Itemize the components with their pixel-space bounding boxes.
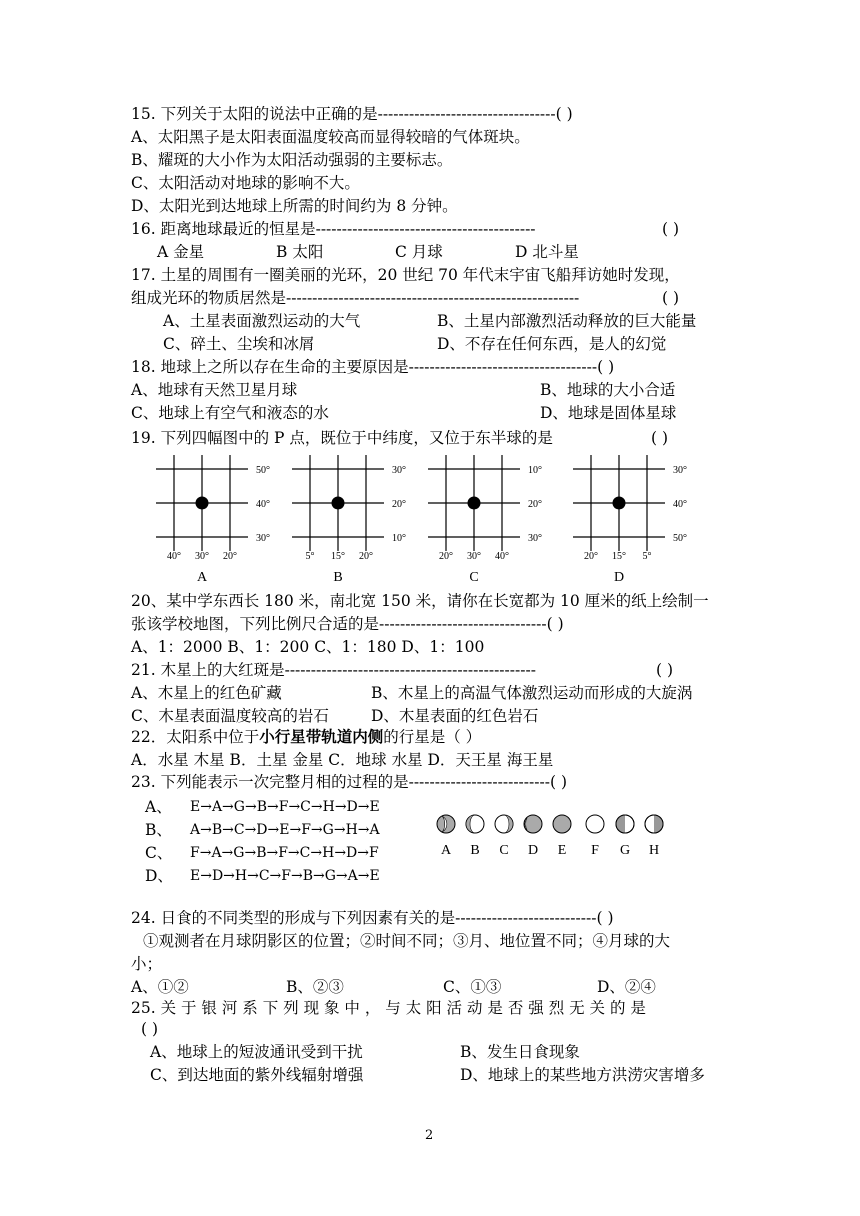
latitude-label: 50°	[256, 465, 270, 476]
longitude-label: 20°	[223, 551, 237, 562]
q23-option-b: A→B→C→D→E→F→G→H→A	[190, 822, 380, 838]
latitude-label: 10°	[528, 465, 542, 476]
q24-option-d: D、②④	[597, 978, 656, 996]
q15-stem: 15. 下列关于太阳的说法中正确的是----------------------------------( )	[131, 105, 573, 123]
grid-option-label: D	[613, 570, 625, 585]
latitude-label: 10°	[392, 533, 406, 544]
grid-a	[156, 455, 270, 585]
latitude-label: 40°	[673, 499, 687, 510]
q23-stem: 23. 下列能表示一次完整月相的过程的是---------------------------( )	[131, 773, 568, 791]
q25-option-c: C、到达地面的紫外线辐射增强	[150, 1066, 364, 1084]
moon-phases-figure	[430, 812, 690, 862]
moon-phase-e	[553, 815, 571, 833]
q24-statement-line2: 小；	[131, 955, 163, 973]
q21-option-d: D、木星表面的红色岩石	[371, 707, 539, 725]
q21-stem: 21. 木星上的大红斑是------------------------------------------------	[131, 661, 536, 679]
q22-stem-emphasis: 小行星带轨道内侧	[259, 727, 384, 746]
q24-statement-line1: ①观测者在月球阴影区的位置；②时间不同；③月、地位置不同；④月球的大	[143, 932, 671, 950]
q23-option-a-label: A、	[145, 798, 172, 816]
moon-phase-letter: D	[527, 843, 539, 858]
q18-option-d: D、地球是固体星球	[540, 404, 677, 422]
point-p-marker	[468, 497, 481, 510]
page-number: 2	[425, 1128, 434, 1143]
longitude-label: 20°	[584, 551, 598, 562]
moon-phase-b	[466, 815, 484, 833]
q21-option-c: C、木星表面温度较高的岩石	[131, 707, 329, 725]
grid-c	[428, 455, 542, 585]
q21-option-a: A、木星上的红色矿藏	[131, 684, 282, 702]
moon-phase-letter: B	[470, 843, 480, 858]
q16-paren: ( )	[662, 220, 680, 238]
q18-option-b: B、地球的大小合适	[540, 381, 676, 399]
point-p-marker	[196, 497, 209, 510]
latitude-label: 30°	[392, 465, 406, 476]
q17-option-a: A、土星表面激烈运动的大气	[163, 312, 361, 330]
q20-stem-line1: 20、某中学东西长 180 米，南北宽 150 米，请你在长宽都为 10 厘米的纸上绘制一	[131, 592, 709, 610]
longitude-label: 20°	[359, 551, 373, 562]
q22-options: A．水星 木星 B．土星 金星 C．地球 水星 D．天王星 海王星	[131, 751, 554, 769]
longitude-label: 30°	[195, 551, 209, 562]
moon-phase-letter: F	[591, 843, 599, 858]
q16-option-d: D 北斗星	[515, 243, 579, 261]
q22-stem	[131, 727, 481, 747]
q25-paren: ( )	[141, 1020, 159, 1038]
q21-option-b: B、木星上的高温气体激烈运动而形成的大旋涡	[371, 684, 693, 702]
q21-paren: ( )	[656, 661, 674, 679]
q18-option-c: C、地球上有空气和液态的水	[131, 404, 329, 422]
q25-option-a: A、地球上的短波通讯受到干扰	[150, 1043, 363, 1061]
q23-option-c-label: C、	[145, 844, 173, 862]
moon-phase-letter: H	[648, 843, 660, 858]
moon-phase-d	[524, 815, 542, 833]
q22-stem-pre: 22．太阳系中位于	[131, 728, 260, 746]
grid-option-label: C	[469, 570, 479, 585]
q19-stem: 19. 下列四幅图中的 P 点，既位于中纬度，又位于东半球的是	[131, 429, 553, 447]
point-p-marker	[613, 497, 626, 510]
latitude-label: 30°	[673, 465, 687, 476]
q20-stem-line2: 张该学校地图，下列比例尺合适的是--------------------------------( )	[131, 615, 564, 633]
q22-stem-post: 的行星是（ ）	[383, 728, 482, 746]
q23-option-b-label: B、	[145, 821, 172, 839]
latitude-label: 50°	[673, 533, 687, 544]
q25-stem: 25. 关 于 银 河 系 下 列 现 象 中 ， 与 太 阳 活 动 是 否 强 烈 无 关 的 是	[131, 999, 646, 1017]
q15-option-d: D、太阳光到达地球上所需的时间约为 8 分钟。	[131, 197, 458, 215]
q25-option-b: B、发生日食现象	[460, 1043, 580, 1061]
q19-paren: ( )	[651, 429, 669, 447]
q23-option-d: E→D→H→C→F→B→G→A→E	[190, 868, 380, 884]
q24-stem: 24. 日食的不同类型的形成与下列因素有关的是---------------------------( )	[131, 909, 614, 927]
q23-option-d-label: D、	[145, 867, 173, 885]
longitude-label: 15°	[612, 551, 626, 562]
q24-option-b: B、②③	[286, 978, 344, 996]
q17-stem-line2: 组成光环的物质居然是--------------------------------------------------------	[131, 289, 580, 307]
q16-stem: 16. 距离地球最近的恒星是------------------------------------------	[131, 220, 536, 238]
q20-options: A、1：2000 B、1：200 C、1：180 D、1：100	[131, 638, 485, 656]
longitude-label: 30°	[467, 551, 481, 562]
q17-option-b: B、土星内部激烈活动释放的巨大能量	[437, 312, 697, 330]
moon-phase-letter: C	[499, 843, 509, 858]
grid-b	[292, 455, 406, 585]
latitude-label: 20°	[392, 499, 406, 510]
q16-option-a: A 金星	[157, 243, 205, 261]
moon-phase-g	[616, 815, 634, 833]
grid-option-label: B	[333, 570, 343, 585]
moon-phase-letter: G	[619, 843, 631, 858]
grid-d	[573, 455, 687, 585]
longitude-label: 15°	[331, 551, 345, 562]
latitude-label: 30°	[528, 533, 542, 544]
longitude-label: 40°	[167, 551, 181, 562]
q23-option-a: E→A→G→B→F→C→H→D→E	[190, 799, 380, 815]
q19-coordinate-grids	[0, 455, 860, 595]
q15-option-b: B、耀斑的大小作为太阳活动强弱的主要标志。	[131, 151, 453, 169]
q16-option-c: C 月球	[395, 243, 443, 261]
moon-phase-labels	[441, 843, 659, 858]
latitude-label: 40°	[256, 499, 270, 510]
q17-stem-line1: 17. 土星的周围有一圈美丽的光环，20 世纪 70 年代末宇宙飞船拜访她时发现，	[131, 266, 680, 284]
moon-phase-letter: E	[557, 843, 567, 858]
q23-option-c: F→A→G→B→F→C→H→D→F	[190, 845, 379, 861]
q24-option-a: A、①②	[131, 978, 189, 996]
latitude-label: 30°	[256, 533, 270, 544]
latitude-label: 20°	[528, 499, 542, 510]
q17-option-c: C、碎土、尘埃和冰屑	[163, 335, 315, 353]
moon-phase-letter: A	[440, 843, 452, 858]
moon-phase-f	[586, 815, 604, 833]
q15-option-c: C、太阳活动对地球的影响不大。	[131, 174, 360, 192]
longitude-label: 20°	[439, 551, 453, 562]
q17-paren: ( )	[662, 289, 680, 307]
longitude-label: 5°	[305, 551, 315, 562]
q24-option-c: C、①③	[443, 978, 502, 996]
q18-option-a: A、地球有天然卫星月球	[131, 381, 298, 399]
q18-stem: 18. 地球上之所以存在生命的主要原因是------------------------------------( )	[131, 358, 615, 376]
moon-phase-c	[495, 815, 513, 833]
q16-option-b: B 太阳	[276, 243, 324, 261]
longitude-label: 40°	[495, 551, 509, 562]
grid-option-label: A	[196, 570, 208, 585]
moon-phase-a	[437, 815, 455, 833]
point-p-marker	[332, 497, 345, 510]
longitude-label: 5°	[642, 551, 652, 562]
q15-option-a: A、太阳黑子是太阳表面温度较高而显得较暗的气体斑块。	[131, 128, 530, 146]
q17-option-d: D、不存在任何东西，是人的幻觉	[437, 335, 667, 353]
moon-phase-h	[645, 815, 663, 833]
q25-option-d: D、地球上的某些地方洪涝灾害增多	[460, 1066, 705, 1084]
